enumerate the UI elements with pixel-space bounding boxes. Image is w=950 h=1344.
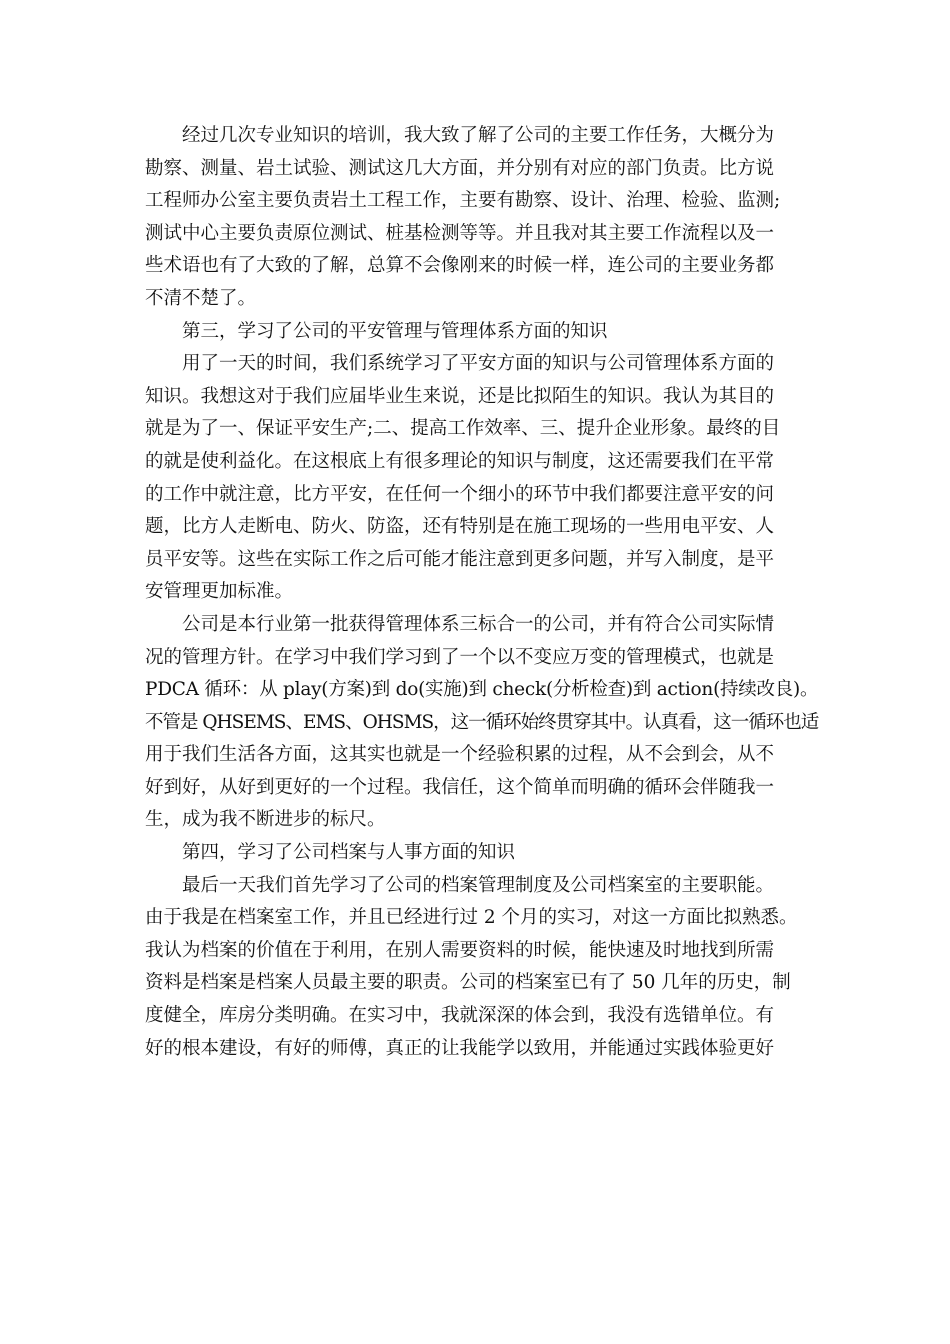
text-line: 用了一天的时间，我们系统学习了平安方面的知识与公司管理体系方面的 [182, 353, 775, 375]
text-line: 的就是使利益化。在这根底上有很多理论的知识与制度，这还需要我们在平常 [145, 450, 775, 472]
text-line: 工程师办公室主要负责岩土工程工作，主要有勘察、设计、治理、检验、监测; [145, 190, 781, 212]
text-line: 的工作中就注意，比方平安，在任何一个细小的环节中我们都要注意平安的问 [145, 483, 775, 505]
text-line: 不管是 QHSEMS、EMS、OHSMS，这一循环始终贯穿其中。认真看，这一循环也适 [145, 711, 819, 733]
text-line: 好到好，从好到更好的一个过程。我信任，这个简单而明确的循环会伴随我一 [145, 776, 775, 798]
text-line: 资料是档案是档案人员最主要的职责。公司的档案室已有了 50 几年的历史，制 [145, 972, 791, 994]
text-line: 就是为了一、保证平安生产;二、提高工作效率、三、提升企业形象。最终的目 [145, 418, 781, 440]
text-line: 安管理更加标准。 [145, 581, 294, 603]
text-line: 不清不楚了。 [145, 287, 257, 309]
text-line: PDCA 循环：从 play(方案)到 do(实施)到 check(分析检查)到 action(持续改良)。 [145, 679, 819, 701]
text-line: 第三，学习了公司的平安管理与管理体系方面的知识 [182, 320, 608, 342]
text-line: 我认为档案的价值在于利用，在别人需要资料的时候，能快速及时地找到所需 [145, 939, 775, 961]
text-line: 好的根本建设，有好的师傅，真正的让我能学以致用，并能通过实践体验更好 [145, 1037, 775, 1059]
text-line: 由于我是在档案室工作，并且已经进行过 2 个月的实习，对这一方面比拟熟悉。 [145, 907, 798, 929]
text-line: 最后一天我们首先学习了公司的档案管理制度及公司档案室的主要职能。 [182, 874, 775, 896]
text-line: 测试中心主要负责原位测试、桩基检测等等。并且我对其主要工作流程以及一 [145, 222, 775, 244]
text-line: 况的管理方针。在学习中我们学习到了一个以不变应万变的管理模式，也就是 [145, 646, 775, 668]
text-line: 用于我们生活各方面，这其实也就是一个经验积累的过程，从不会到会，从不 [145, 744, 775, 766]
text-line: 题，比方人走断电、防火、防盗，还有特别是在施工现场的一些用电平安、人 [145, 516, 775, 538]
text-line: 公司是本行业第一批获得管理体系三标合一的公司，并有符合公司实际情 [182, 613, 775, 635]
text-line: 勘察、测量、岩土试验、测试这几大方面，并分别有对应的部门负责。比方说 [145, 157, 775, 179]
text-line: 知识。我想这对于我们应届毕业生来说，还是比拟陌生的知识。我认为其目的 [145, 385, 775, 407]
text-line: 第四，学习了公司档案与人事方面的知识 [182, 842, 516, 864]
text-line: 生，成为我不断进步的标尺。 [145, 809, 386, 831]
text-line: 员平安等。这些在实际工作之后可能才能注意到更多问题，并写入制度，是平 [145, 548, 775, 570]
text-line: 度健全，库房分类明确。在实习中，我就深深的体会到，我没有选错单位。有 [145, 1005, 775, 1027]
text-line: 些术语也有了大致的了解，总算不会像刚来的时候一样，连公司的主要业务都 [145, 255, 775, 277]
document-body [145, 120, 825, 1065]
text-line: 经过几次专业知识的培训，我大致了解了公司的主要工作任务，大概分为 [182, 125, 775, 146]
